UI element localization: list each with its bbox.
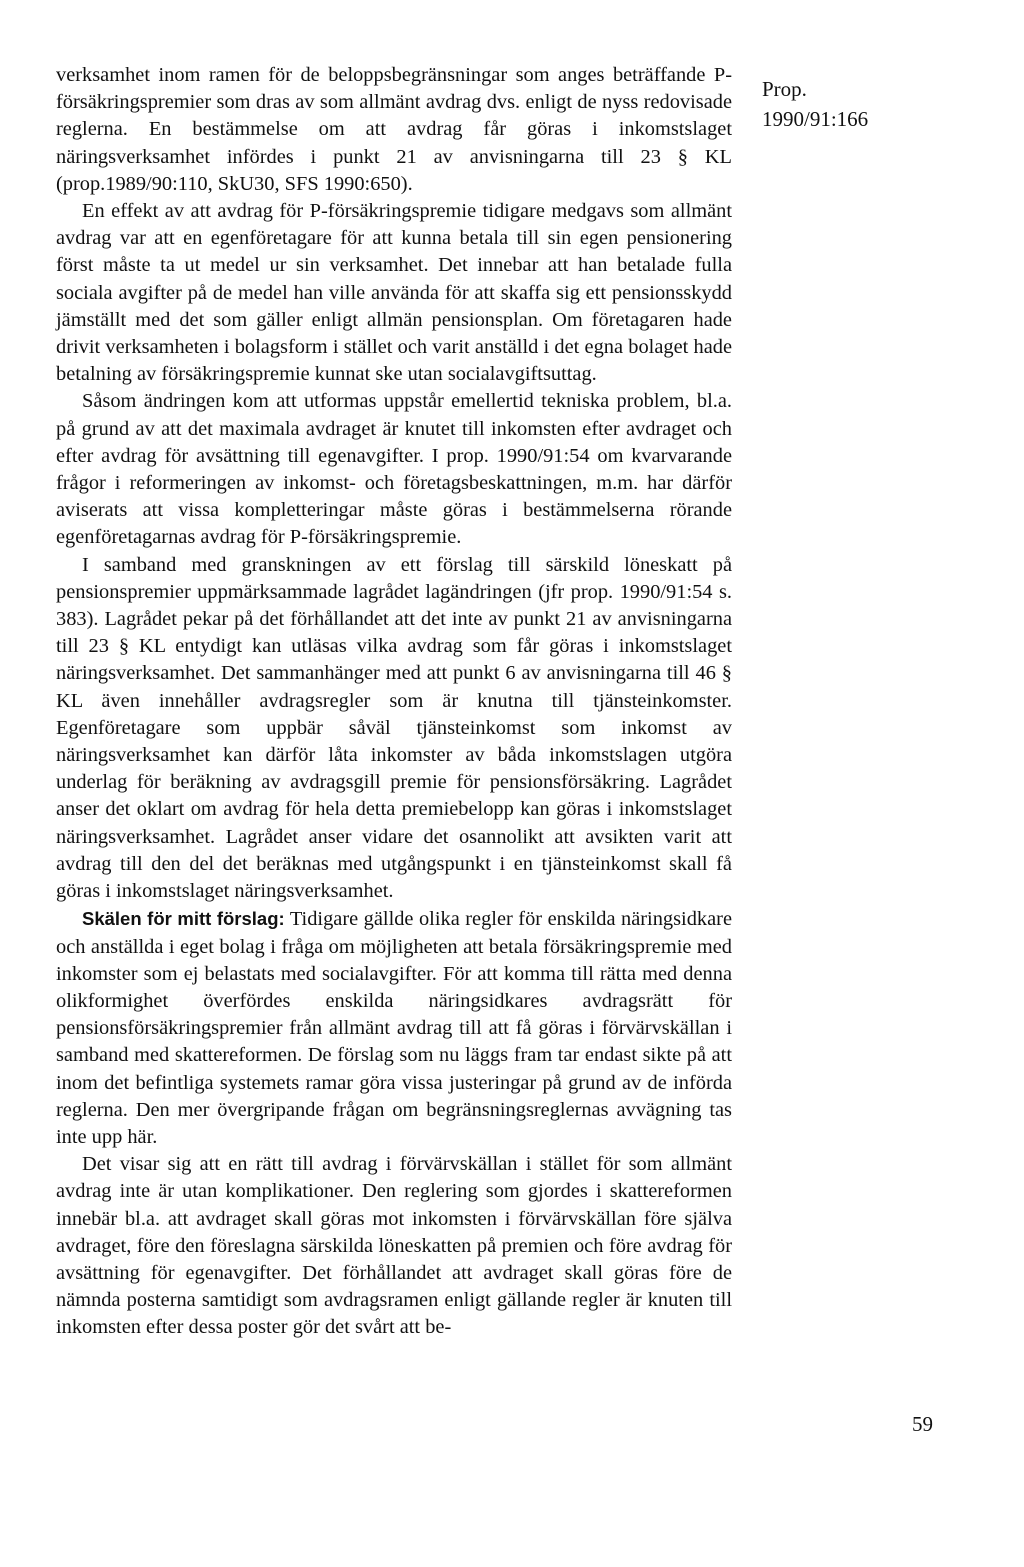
proposition-reference xyxy=(762,74,868,134)
paragraph-continued: verksamhet inom ramen för de beloppsbegränsningar som anges beträffande P-försäkringspremier som dras av som allmänt avdrag dvs. enligt de nyss redovisade reglerna. En bestämmelse om att avdrag får göras i inkomstslaget näringsverksamhet infördes i punkt 21 av anvisningarna till 23 § KL (prop.1989/90:110, SkU30, SFS 1990:650). xyxy=(56,64,732,195)
reasons-text: Tidigare gällde olika regler för enskilda näringsidkare och anställda i eget bolag i fråga om möjligheten att betala försäkringspremie med inkomster som ej belastats med socialavgifter. För att komma till rätta med denna olikformighet överfördes enskilda näringsidkares avdragsrätt för pensionsförsäkringspremier från allmänt avdrag till att få göras i förvärvskällan i samband med skattereformen. De förslag som nu läggs fram tar endast sikte på att inom det befintliga systemets ramar göra vissa justeringar på grund av de införda reglerna. Den mer övergripande frågan om begränsningsreglernas avvägning tas inte upp här. xyxy=(56,908,732,1148)
paragraph-effect: En effekt av att avdrag för P-försäkringspremie tidigare medgavs som allmänt avdrag var att en egenföretagare för att kunna betala till sin egen pensionering först måste ta ut medel ur sin verksamhet. Det innebar att han betalade fulla sociala avgifter på de medel han ville använda för att skaffa sig ett pensionsskydd jämställt med det som gäller enligt allmän pensionsplan. Om företagaren hade drivit verksamheten i bolagsform i stället och varit anställd i det egna bolaget hade betalning av försäkringspremie kunnat ske utan socialavgiftsuttag. xyxy=(56,200,732,386)
paragraph-reasons xyxy=(56,905,732,1151)
page-number: 59 xyxy=(912,1412,933,1436)
reasons-heading: Skälen för mitt förslag: xyxy=(82,908,285,930)
prop-number: 1990/91:166 xyxy=(762,107,869,131)
body-text xyxy=(56,62,732,1342)
paragraph-technical-problems: Såsom ändringen kom att utformas uppstår emellertid tekniska problem, bl.a. på grund av att det maximala avdraget är knutet till inkomsten efter avdraget och efter avdrag för avsättning till egenavgifter. I prop. 1990/91:54 om kvarvarande frågor i reformeringen av inkomst- och företagsbeskattningen, m.m. har därför aviserats att vissa kompletteringar måste göras i bestämmelserna rörande egenföretagarnas avdrag för P-försäkringspremie. xyxy=(56,390,732,549)
prop-label: Prop. xyxy=(762,77,807,101)
paragraph-final: Det visar sig att en rätt till avdrag i förvärvskällan i stället för som allmänt avdrag inte är utan komplikationer. Den reglering som gjordes i skattereformen innebär bl.a. att avdraget skall göras mot inkomsten i förvärvskällan före själva avdraget, före den föreslagna särskilda löneskatten på premien och före avdrag för avsättning för egenavgifter. Det förhållandet att avdraget skall göras före de nämnda posterna samtidigt som avdragsramen enligt gällande regler är knuten till inkomsten efter dessa poster gör det svårt att be- xyxy=(56,1153,732,1339)
paragraph-lagradet: I samband med granskningen av ett förslag till särskild löneskatt på pensionspremier uppmärksammade lagrådet lagändringen (jfr prop. 1990/91:54 s. 383). Lagrådet pekar på det förhållandet att det inte av punkt 21 av anvisningarna till 23 § KL entydigt kan utläsas vilka avdrag som får göras i inkomstslaget näringsverksamhet. Det sammanhänger med att punkt 6 av anvisningarna till 46 § KL även innehåller avdragsregler som är knutna till tjänsteinkomster. Egenföretagare som uppbär såväl tjänsteinkomst som inkomst av näringsverksamhet kan därför låta inkomster av båda inkomstslagen utgöra underlag för beräkning av avdragsgill premie för pensionsförsäkring. Lagrådet anser det oklart om avdrag för hela detta premiebelopp kan göras i inkomstslaget näringsverksamhet. Lagrådet anser vidare det osannolikt att avsikten varit att avdrag till den del det beräknas med utgångspunkt i en tjänsteinkomst skall få göras i inkomstslaget näringsverksamhet. xyxy=(56,553,732,903)
